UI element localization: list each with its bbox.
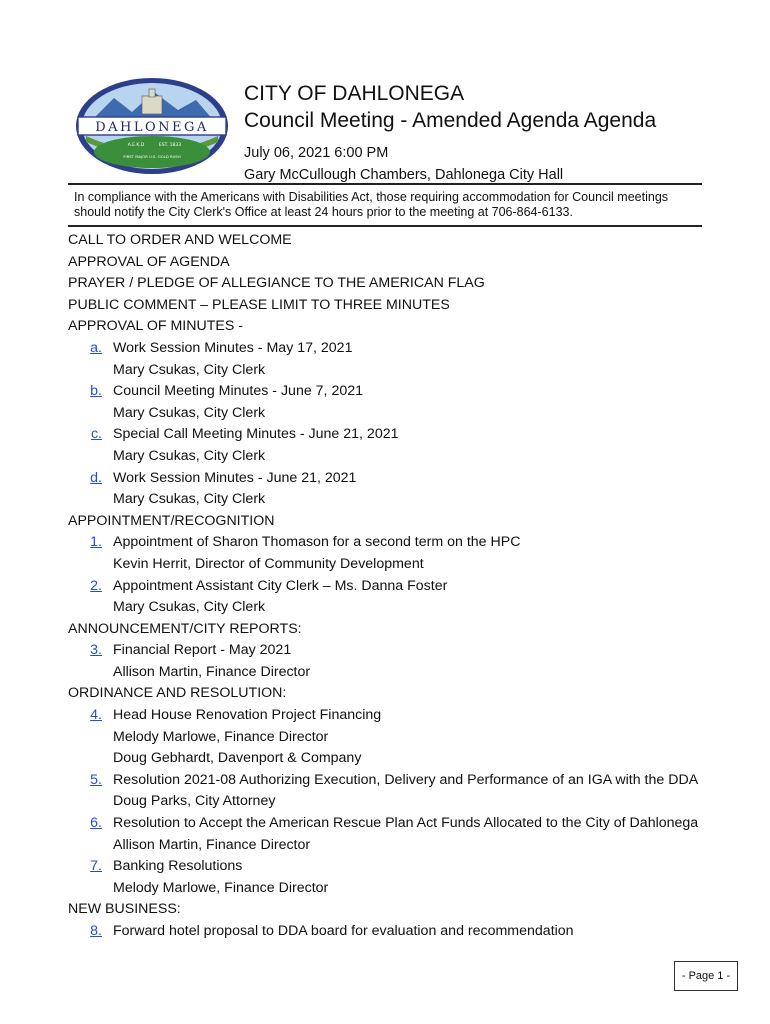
agenda-item xyxy=(68,921,708,943)
agenda-item-link[interactable]: a. xyxy=(90,339,102,356)
agenda-item-presenter: Allison Martin, Finance Director xyxy=(113,836,311,853)
agenda-item-title: Resolution to Accept the American Rescue Plan Act Funds Allocated to the City of Dahlonega xyxy=(113,815,699,832)
agenda-item-link[interactable]: b. xyxy=(90,383,102,400)
city-logo xyxy=(74,76,230,176)
agenda-item xyxy=(68,338,708,360)
agenda-item-link[interactable]: c. xyxy=(90,426,102,443)
ada-notice-line: should notify the City Clerk's Office at least 24 hours prior to the meeting at 706-864-6133. xyxy=(74,205,573,219)
agenda-item-link[interactable]: 7. xyxy=(90,858,102,875)
logo-tower xyxy=(149,89,155,97)
agenda-section-heading: APPROVAL OF MINUTES - xyxy=(68,318,244,335)
agenda-item xyxy=(68,532,708,554)
agenda-section-heading: PRAYER / PLEDGE OF ALLEGIANCE TO THE AMERICAN FLAG xyxy=(68,275,485,292)
agenda-item-link[interactable]: d. xyxy=(90,469,102,486)
agenda-item-title: Council Meeting Minutes - June 7, 2021 xyxy=(113,383,363,400)
agenda-section-heading: APPOINTMENT/RECOGNITION xyxy=(68,512,275,529)
agenda-item-presenter: Melody Marlowe, Finance Director xyxy=(113,728,329,745)
agenda-item-presenter: Doug Gebhardt, Davenport & Company xyxy=(113,750,362,767)
agenda-item-link[interactable]: 5. xyxy=(90,771,102,788)
city-name: CITY OF DAHLONEGA xyxy=(244,82,465,105)
agenda-item-title: Resolution 2021-08 Authorizing Execution, Delivery and Performance of an IGA with the DDA xyxy=(113,771,699,788)
agenda-item-link[interactable]: 8. xyxy=(90,923,102,939)
logo-lower-ring xyxy=(94,136,210,168)
agenda-item-title: Forward hotel proposal to DDA board for evaluation and recommendation xyxy=(113,923,574,939)
ada-notice xyxy=(74,190,694,220)
agenda-item-title: Work Session Minutes - June 21, 2021 xyxy=(113,469,357,486)
agenda-item-title: Appointment Assistant City Clerk – Ms. Danna Foster xyxy=(113,577,448,594)
logo-motto: FIRST MAJOR U.S. GOLD RUSH xyxy=(123,154,181,159)
agenda-item xyxy=(68,381,708,403)
page-number: - Page 1 - xyxy=(674,961,738,991)
agenda-item-title: Financial Report - May 2021 xyxy=(113,642,292,659)
agenda-item-presenter: Doug Parks, City Attorney xyxy=(113,793,276,810)
agenda-item-title: Banking Resolutions xyxy=(113,858,243,875)
agenda-item-link[interactable]: 1. xyxy=(90,534,102,551)
agenda-item xyxy=(68,770,708,792)
agenda-item-presenter: Mary Csukas, City Clerk xyxy=(113,404,266,421)
agenda-item xyxy=(68,813,708,835)
meeting-location: Gary McCullough Chambers, Dahlonega City Hall xyxy=(244,167,564,183)
agenda-section-heading: CALL TO ORDER AND WELCOME xyxy=(68,232,292,248)
agenda-item xyxy=(68,576,708,598)
logo-tagline-left: A.E.K.D xyxy=(127,143,145,148)
agenda-section-heading: ANNOUNCEMENT/CITY REPORTS: xyxy=(68,620,302,637)
ada-notice-line: In compliance with the Americans with Disabilities Act, those requiring accommodation for Council meetings xyxy=(74,190,669,204)
agenda-item-link[interactable]: 2. xyxy=(90,577,102,594)
agenda-item xyxy=(68,424,708,446)
agenda-item-presenter: Mary Csukas, City Clerk xyxy=(113,447,266,464)
agenda-item xyxy=(68,468,708,490)
agenda-item-presenter: Mary Csukas, City Clerk xyxy=(113,491,266,508)
agenda-item-title: Head House Renovation Project Financing xyxy=(113,707,382,724)
agenda-item-title: Appointment of Sharon Thomason for a second term on the HPC xyxy=(113,534,521,551)
logo-name-text: DAHLONEGA xyxy=(95,120,209,135)
agenda-item-link[interactable]: 3. xyxy=(90,642,102,659)
agenda-section-heading: APPROVAL OF AGENDA xyxy=(68,253,230,270)
agenda-header xyxy=(244,80,656,186)
agenda-list xyxy=(68,230,708,943)
agenda-item-title: Work Session Minutes - May 17, 2021 xyxy=(113,339,353,356)
meeting-datetime: July 06, 2021 6:00 PM xyxy=(244,145,389,161)
notice-divider xyxy=(68,225,702,227)
agenda-item-link[interactable]: 6. xyxy=(90,815,102,832)
agenda-item-presenter: Kevin Herrit, Director of Community Development xyxy=(113,555,424,572)
logo-tagline-right: EST. 1833 xyxy=(158,143,182,148)
agenda-item xyxy=(68,640,708,662)
agenda-section-heading: PUBLIC COMMENT – PLEASE LIMIT TO THREE MINUTES xyxy=(68,296,450,313)
agenda-item xyxy=(68,705,708,727)
logo-building xyxy=(142,96,162,114)
agenda-item-presenter: Mary Csukas, City Clerk xyxy=(113,599,266,616)
agenda-item-title: Special Call Meeting Minutes - June 21, 2021 xyxy=(113,426,399,443)
meeting-title: Council Meeting - Amended Agenda Agenda xyxy=(244,109,657,132)
agenda-section-heading: ORDINANCE AND RESOLUTION: xyxy=(68,685,287,702)
agenda-section-heading: NEW BUSINESS: xyxy=(68,901,181,918)
agenda-item-presenter: Mary Csukas, City Clerk xyxy=(113,361,266,378)
agenda-item xyxy=(68,856,708,878)
agenda-item-presenter: Allison Martin, Finance Director xyxy=(113,663,311,680)
header-divider xyxy=(68,183,702,185)
agenda-item-presenter: Melody Marlowe, Finance Director xyxy=(113,879,329,896)
agenda-item-link[interactable]: 4. xyxy=(90,707,102,724)
